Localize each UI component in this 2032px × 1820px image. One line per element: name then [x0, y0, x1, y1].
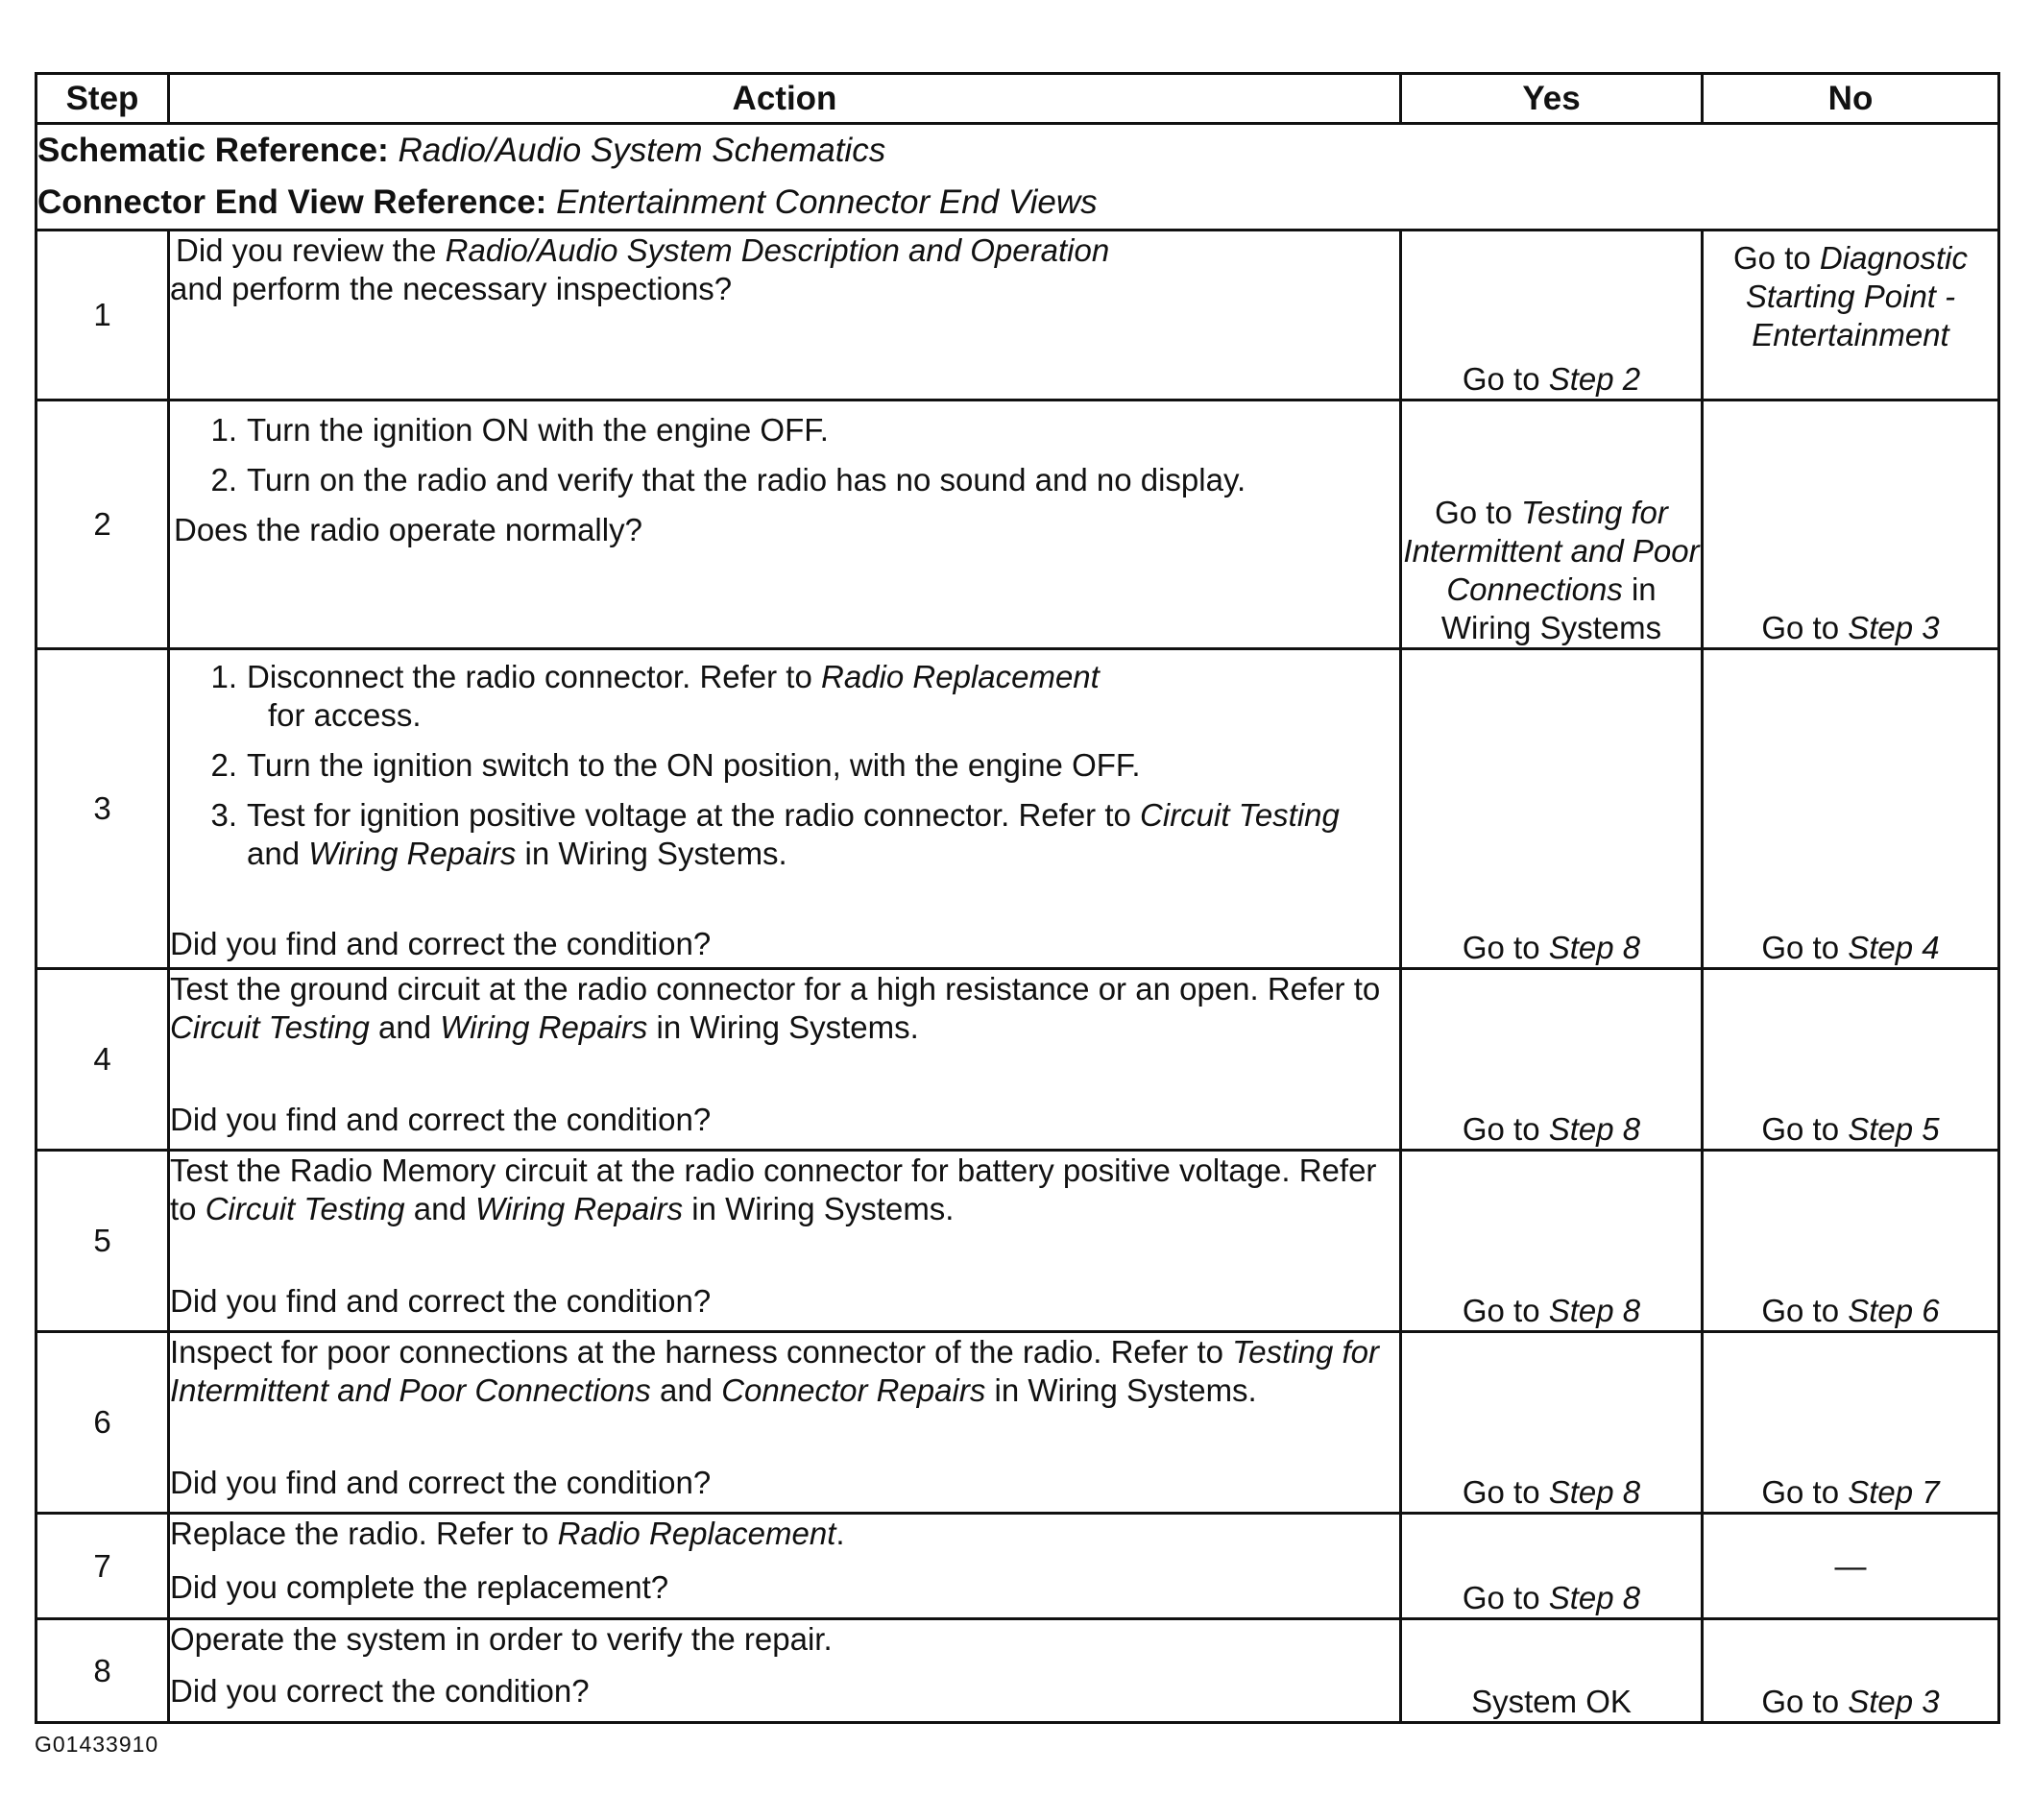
- yes-cell: Go to Step 2: [1401, 231, 1703, 400]
- schematic-reference-link: Radio/Audio System Schematics: [398, 132, 886, 169]
- schematic-reference: Schematic Reference: Radio/Audio System Schematics: [37, 132, 886, 169]
- step-number: 2: [36, 400, 169, 649]
- no-cell: Go to Step 3: [1703, 400, 1999, 649]
- list-item: 2. Turn on the radio and verify that the radio has no sound and no display.: [210, 462, 1246, 497]
- step-number: 5: [36, 1151, 169, 1332]
- step-number: 3: [36, 649, 169, 969]
- action-cell: Inspect for poor connections at the harness connector of the radio. Refer to Testing for Intermittent and Poor Connections and Connector Repairs in Wiring Systems. Did you find and correct the condition?: [169, 1332, 1401, 1514]
- connector-reference-link: Entertainment Connector End Views: [556, 183, 1098, 221]
- yes-cell: Go to Step 8: [1401, 1332, 1703, 1514]
- table-row: [36, 969, 1999, 1151]
- step-number: 7: [36, 1514, 169, 1619]
- step-number: 4: [36, 969, 169, 1151]
- header-step: Step: [36, 74, 169, 124]
- yes-cell: Go to Step 8: [1401, 969, 1703, 1151]
- yes-cell: Go to Step 8: [1401, 649, 1703, 969]
- reference-row: [36, 124, 1999, 231]
- yes-cell: Go to Step 8: [1401, 1514, 1703, 1619]
- yes-cell: Go to Step 8: [1401, 1151, 1703, 1332]
- action-cell: [169, 649, 1401, 969]
- step-number: 1: [36, 231, 169, 400]
- action-cell: Operate the system in order to verify the repair. Did you correct the condition?: [169, 1619, 1401, 1723]
- question: Did you find and correct the condition?: [170, 1283, 712, 1319]
- diagnostic-table: [35, 72, 2000, 1724]
- question: Did you find and correct the condition?: [170, 1465, 712, 1500]
- action-cell: Test the ground circuit at the radio connector for a high resistance or an open. Refer to Circuit Testing and Wiring Repairs in Wiring Systems. Did you find and correct the condition?: [169, 969, 1401, 1151]
- action-cell: [169, 400, 1401, 649]
- no-cell: Go to Step 7: [1703, 1332, 1999, 1514]
- figure-code: G01433910: [35, 1732, 159, 1757]
- table-row: [36, 1332, 1999, 1514]
- question: Does the radio operate normally?: [174, 512, 642, 547]
- yes-cell: Go to Testing for Intermittent and Poor Connections in Wiring Systems: [1401, 400, 1703, 649]
- no-cell: Go to Step 5: [1703, 969, 1999, 1151]
- table-row: [36, 649, 1999, 969]
- list-item: 2. Turn the ignition switch to the ON position, with the engine OFF.: [210, 747, 1141, 783]
- question: Did you complete the replacement?: [170, 1569, 669, 1605]
- no-cell: Go to Step 6: [1703, 1151, 1999, 1332]
- no-cell: Go to Step 3: [1703, 1619, 1999, 1723]
- question: Did you find and correct the condition?: [170, 926, 712, 961]
- list-item: 3. Test for ignition positive voltage at the radio connector. Refer to Circuit Testing and Wiring Repairs in Wiring Systems.: [210, 797, 1340, 871]
- yes-cell: System OK: [1401, 1619, 1703, 1723]
- question: Did you correct the condition?: [170, 1673, 590, 1709]
- header-row: [36, 74, 1999, 124]
- table-row: [36, 231, 1999, 400]
- table-row: [36, 1619, 1999, 1723]
- no-cell: Go to Diagnostic Starting Point - Entertainment: [1703, 231, 1999, 400]
- list-item: 1. Turn the ignition ON with the engine OFF.: [210, 412, 829, 448]
- table-row: [36, 1151, 1999, 1332]
- header-no: No: [1703, 74, 1999, 124]
- action-cell: Did you review the Radio/Audio System Description and Operation and perform the necessary inspections?: [169, 231, 1401, 400]
- action-cell: Replace the radio. Refer to Radio Replacement. Did you complete the replacement?: [169, 1514, 1401, 1619]
- step-number: 6: [36, 1332, 169, 1514]
- action-cell: Test the Radio Memory circuit at the radio connector for battery positive voltage. Refer to Circuit Testing and Wiring Repairs in Wiring Systems. Did you find and correct the condition?: [169, 1151, 1401, 1332]
- table-row: [36, 400, 1999, 649]
- no-cell: Go to Step 4: [1703, 649, 1999, 969]
- question: Did you find and correct the condition?: [170, 1102, 712, 1137]
- no-cell: —: [1703, 1514, 1999, 1619]
- connector-reference: Connector End View Reference: Entertainment Connector End Views: [37, 183, 1098, 221]
- header-action: Action: [169, 74, 1401, 124]
- table-row: [36, 1514, 1999, 1619]
- step-number: 8: [36, 1619, 169, 1723]
- header-yes: Yes: [1401, 74, 1703, 124]
- list-item: 1. Disconnect the radio connector. Refer to Radio Replacement for access.: [210, 659, 1100, 733]
